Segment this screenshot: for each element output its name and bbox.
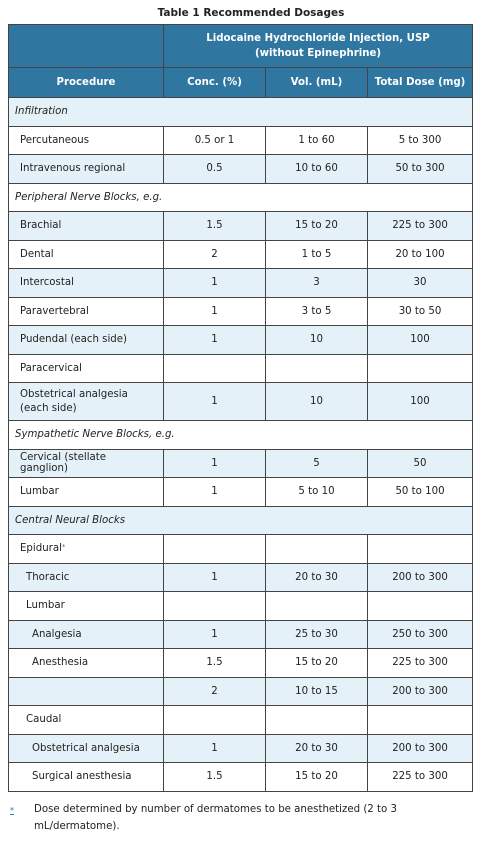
total-dose-cell: 30 <box>368 269 473 298</box>
volume-cell <box>266 535 368 564</box>
footnote-text: Dose determined by number of dermatomes to be anesthetized (2 to 3 mL/dermatome). <box>34 803 397 832</box>
volume-cell: 5 <box>266 449 368 478</box>
procedure-cell: Intravenous regional <box>9 155 164 184</box>
procedure-cell: Dental <box>9 240 164 269</box>
total-dose-cell: 200 to 300 <box>368 563 473 592</box>
total-dose-cell: 200 to 300 <box>368 677 473 706</box>
total-dose-cell: 225 to 300 <box>368 649 473 678</box>
table-row <box>9 449 473 478</box>
table-row <box>9 212 473 241</box>
volume-cell: 25 to 30 <box>266 620 368 649</box>
product-name: Lidocaine Hydrochloride Injection, USP <box>206 33 430 44</box>
volume-cell: 20 to 30 <box>266 563 368 592</box>
volume-cell: 10 <box>266 383 368 421</box>
header-blank-cell <box>9 25 164 68</box>
table-row <box>9 126 473 155</box>
concentration-cell: 2 <box>164 677 266 706</box>
total-dose-cell: 50 <box>368 449 473 478</box>
total-dose-cell: 200 to 300 <box>368 734 473 763</box>
volume-cell <box>266 706 368 735</box>
section-title: Peripheral Nerve Blocks, e.g. <box>9 183 473 212</box>
table-row <box>9 269 473 298</box>
total-dose-cell <box>368 592 473 621</box>
column-header-total-dose: Total Dose (mg) <box>368 68 473 98</box>
table-row <box>9 563 473 592</box>
procedure-cell: Brachial <box>9 212 164 241</box>
concentration-cell: 1.5 <box>164 212 266 241</box>
procedure-cell: Lumbar <box>9 592 164 621</box>
product-subtitle: (without Epinephrine) <box>254 48 382 59</box>
table-row <box>9 620 473 649</box>
volume-cell: 15 to 20 <box>266 649 368 678</box>
table-caption: Table 1 Recommended Dosages <box>157 7 345 19</box>
total-dose-cell: 250 to 300 <box>368 620 473 649</box>
table-row <box>9 649 473 678</box>
table-row <box>9 383 473 421</box>
concentration-cell: 1 <box>164 734 266 763</box>
column-header-procedure: Procedure <box>9 68 164 98</box>
footnote-mark[interactable]: * <box>10 805 14 815</box>
concentration-cell <box>164 592 266 621</box>
procedure-cell: Analgesia <box>9 620 164 649</box>
procedure-label: Epidural <box>20 543 62 555</box>
concentration-cell: 1 <box>164 383 266 421</box>
total-dose-cell: 50 to 100 <box>368 478 473 507</box>
column-header-concentration: Conc. (%) <box>164 68 266 98</box>
concentration-cell: 1.5 <box>164 649 266 678</box>
concentration-cell <box>164 535 266 564</box>
section-title: Central Neural Blocks <box>9 506 473 535</box>
table-row <box>9 535 473 564</box>
total-dose-cell: 100 <box>368 326 473 355</box>
section-title: Infiltration <box>9 98 473 127</box>
footnote <box>10 801 430 835</box>
table-row <box>9 354 473 383</box>
table-row <box>9 677 473 706</box>
table-row <box>9 592 473 621</box>
volume-cell: 15 to 20 <box>266 212 368 241</box>
concentration-cell: 1 <box>164 478 266 507</box>
concentration-cell: 2 <box>164 240 266 269</box>
total-dose-cell <box>368 354 473 383</box>
product-header <box>164 25 473 68</box>
volume-cell <box>266 354 368 383</box>
total-dose-cell: 30 to 50 <box>368 297 473 326</box>
table-row <box>9 240 473 269</box>
section-title: Sympathetic Nerve Blocks, e.g. <box>9 421 473 450</box>
procedure-cell: Lumbar <box>9 478 164 507</box>
procedure-cell <box>9 677 164 706</box>
procedure-cell: Obstetrical analgesia <box>9 734 164 763</box>
total-dose-cell: 50 to 300 <box>368 155 473 184</box>
volume-cell: 10 to 15 <box>266 677 368 706</box>
concentration-cell <box>164 706 266 735</box>
concentration-cell: 1 <box>164 269 266 298</box>
volume-cell <box>266 592 368 621</box>
procedure-cell: Anesthesia <box>9 649 164 678</box>
procedure-cell: Cervical (stellate ganglion) <box>9 449 164 478</box>
footnote-reference[interactable]: * <box>61 543 66 552</box>
procedure-cell: Intercostal <box>9 269 164 298</box>
concentration-cell: 1.5 <box>164 763 266 792</box>
total-dose-cell <box>368 535 473 564</box>
table-row <box>9 706 473 735</box>
procedure-cell: Pudendal (each side) <box>9 326 164 355</box>
table-row <box>9 155 473 184</box>
concentration-cell: 1 <box>164 297 266 326</box>
total-dose-cell: 100 <box>368 383 473 421</box>
table-row <box>9 297 473 326</box>
volume-cell: 10 to 60 <box>266 155 368 184</box>
concentration-cell: 1 <box>164 326 266 355</box>
volume-cell: 10 <box>266 326 368 355</box>
procedure-cell: Thoracic <box>9 563 164 592</box>
volume-cell: 3 <box>266 269 368 298</box>
procedure-cell: Paracervical <box>9 354 164 383</box>
total-dose-cell: 225 to 300 <box>368 212 473 241</box>
dosage-table <box>8 24 473 792</box>
concentration-cell: 0.5 <box>164 155 266 184</box>
volume-cell: 5 to 10 <box>266 478 368 507</box>
procedure-cell: Caudal <box>9 706 164 735</box>
concentration-cell: 0.5 or 1 <box>164 126 266 155</box>
procedure-cell <box>9 535 164 564</box>
concentration-cell: 1 <box>164 449 266 478</box>
concentration-cell: 1 <box>164 620 266 649</box>
concentration-cell <box>164 354 266 383</box>
volume-cell: 3 to 5 <box>266 297 368 326</box>
volume-cell: 15 to 20 <box>266 763 368 792</box>
table-row <box>9 478 473 507</box>
total-dose-cell: 5 to 300 <box>368 126 473 155</box>
concentration-cell: 1 <box>164 563 266 592</box>
procedure-cell: Surgical anesthesia <box>9 763 164 792</box>
volume-cell: 1 to 5 <box>266 240 368 269</box>
total-dose-cell <box>368 706 473 735</box>
total-dose-cell: 225 to 300 <box>368 763 473 792</box>
procedure-cell: Obstetrical analgesia (each side) <box>9 383 164 421</box>
procedure-cell: Paravertebral <box>9 297 164 326</box>
total-dose-cell: 20 to 100 <box>368 240 473 269</box>
table-row <box>9 326 473 355</box>
volume-cell: 20 to 30 <box>266 734 368 763</box>
table-row <box>9 734 473 763</box>
volume-cell: 1 to 60 <box>266 126 368 155</box>
column-header-volume: Vol. (mL) <box>266 68 368 98</box>
table-row <box>9 763 473 792</box>
procedure-cell: Percutaneous <box>9 126 164 155</box>
